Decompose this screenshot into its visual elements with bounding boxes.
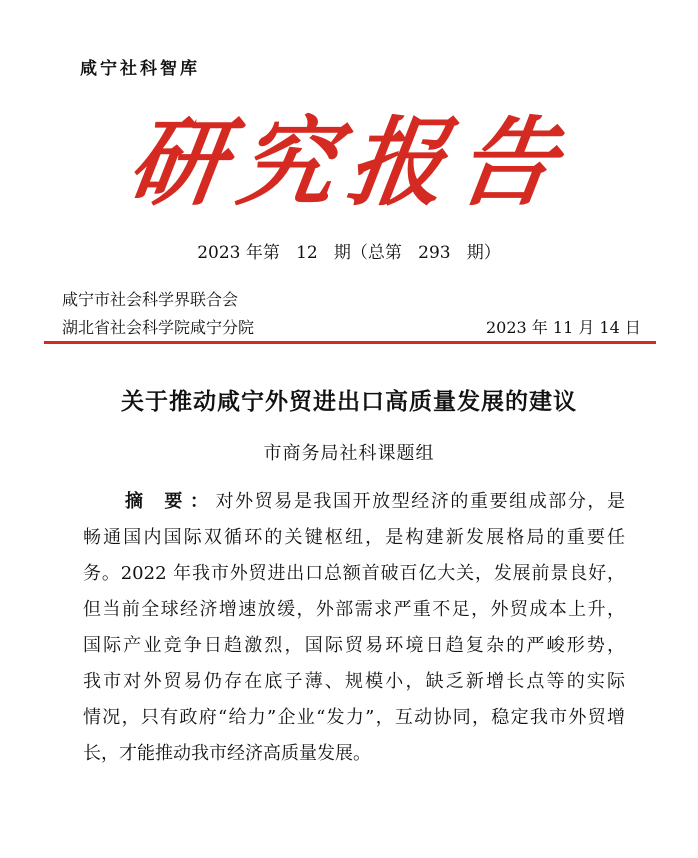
abstract-label: 摘 要：: [125, 491, 216, 512]
masthead-title: 研究报告: [121, 106, 578, 219]
abstract-line: 但当前全球经济增速放缓，外部需求严重不足，外贸成本上升，: [83, 599, 625, 620]
article-title: 关于推动咸宁外贸进出口高质量发展的建议: [121, 388, 577, 415]
abstract-line: 情况，只有政府“给力”企业“发力”，互动协同，稳定我市外贸增: [83, 707, 625, 728]
abstract: [83, 484, 625, 772]
article-author: 市商务局社科课题组: [263, 443, 435, 464]
header-divider: [44, 341, 656, 344]
org-label: 咸宁社科智库: [80, 59, 200, 79]
abstract-line: 摘 要：对外贸易是我国开放型经济的重要组成部分，是: [125, 491, 625, 512]
abstract-line: 长，才能推动我市经济高质量发展。: [83, 743, 371, 764]
abstract-line: 国际产业竞争日趋激烈，国际贸易环境日趋复杂的严峻形势，: [83, 635, 625, 656]
abstract-line: 务。2022 年我市外贸进出口总额首破百亿大关，发展前景良好，: [83, 563, 625, 584]
abstract-line: 我市对外贸易仍存在底子薄、规模小，缺乏新增长点等的实际: [83, 671, 625, 692]
issuer-secondary: 湖北省社会科学院咸宁分院: [62, 318, 255, 337]
issuer-primary: 咸宁市社会科学界联合会: [62, 290, 239, 309]
issue-number: 2023 年第 12 期（总第 293 期）: [197, 243, 501, 263]
publish-date: 2023 年 11 月 14 日: [486, 318, 641, 337]
abstract-line: 畅通国内国际双循环的关键枢纽，是构建新发展格局的重要任: [83, 527, 625, 548]
